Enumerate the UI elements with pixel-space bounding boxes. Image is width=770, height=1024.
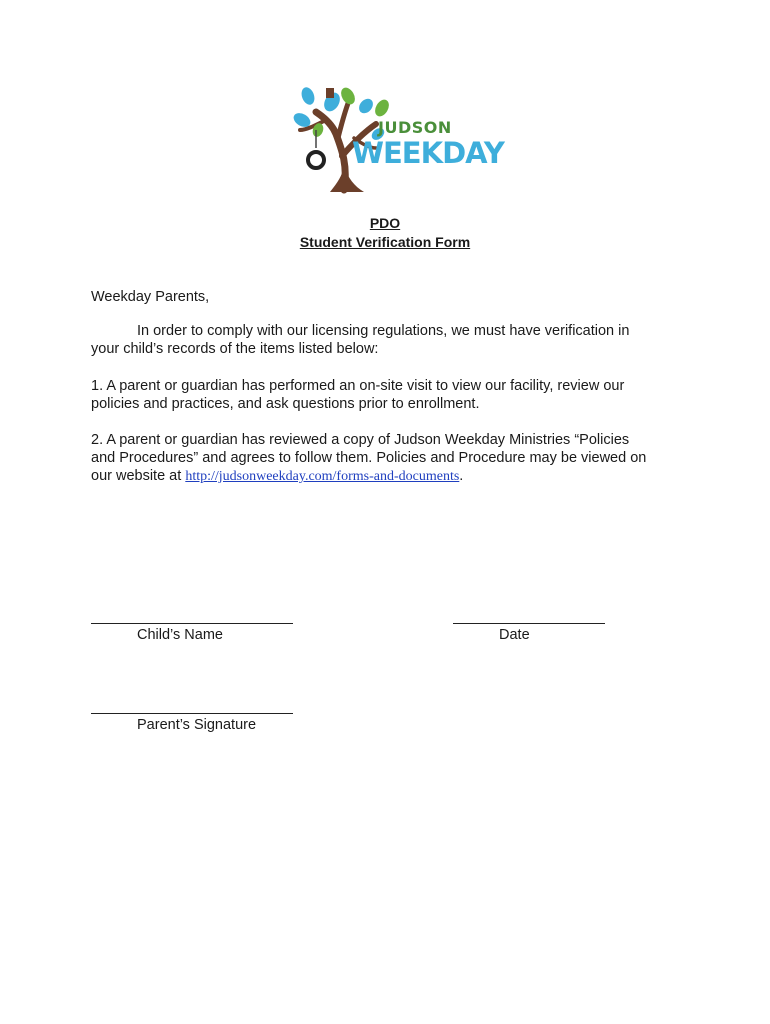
- child-name-label: Child’s Name: [137, 627, 223, 643]
- intro-line-2: your child’s records of the items listed below:: [91, 341, 379, 357]
- policies-link[interactable]: http://judsonweekday.com/forms-and-documents: [185, 469, 460, 484]
- logo-text-weekday: WEEKDAY: [352, 136, 504, 170]
- greeting: Weekday Parents,: [91, 289, 210, 305]
- item-1-line-2: policies and practices, and ask questions prior to enrollment.: [91, 396, 480, 412]
- date-label: Date: [499, 627, 530, 643]
- requirement-item-2: [91, 431, 691, 486]
- intro-paragraph: [91, 322, 691, 358]
- child-name-line[interactable]: [91, 623, 293, 624]
- item-2-line-3-suffix: .: [459, 468, 464, 484]
- date-line[interactable]: [453, 623, 605, 624]
- item-2-line-2: and Procedures” and agrees to follow them. Policies and Procedure may be viewed on: [91, 450, 647, 466]
- title-student-verification-form: Student Verification Form: [299, 234, 471, 250]
- title-pdo: PDO: [369, 215, 401, 231]
- item-2-line-3-prefix: our website at: [91, 468, 186, 484]
- intro-line-1: In order to comply with our licensing regulations, we must have verification in: [137, 323, 630, 339]
- item-1-line-1: 1. A parent or guardian has performed an on-site visit to view our facility, review our: [91, 378, 625, 394]
- item-2-line-3: [91, 467, 691, 486]
- logo-text-judson: JUDSON: [378, 118, 452, 137]
- parent-signature-label: Parent’s Signature: [137, 717, 257, 733]
- parent-signature-line[interactable]: [91, 713, 293, 714]
- form-title: [0, 214, 770, 252]
- requirement-item-1: [91, 377, 691, 413]
- item-2-line-1: 2. A parent or guardian has reviewed a copy of Judson Weekday Ministries “Policies: [91, 432, 630, 448]
